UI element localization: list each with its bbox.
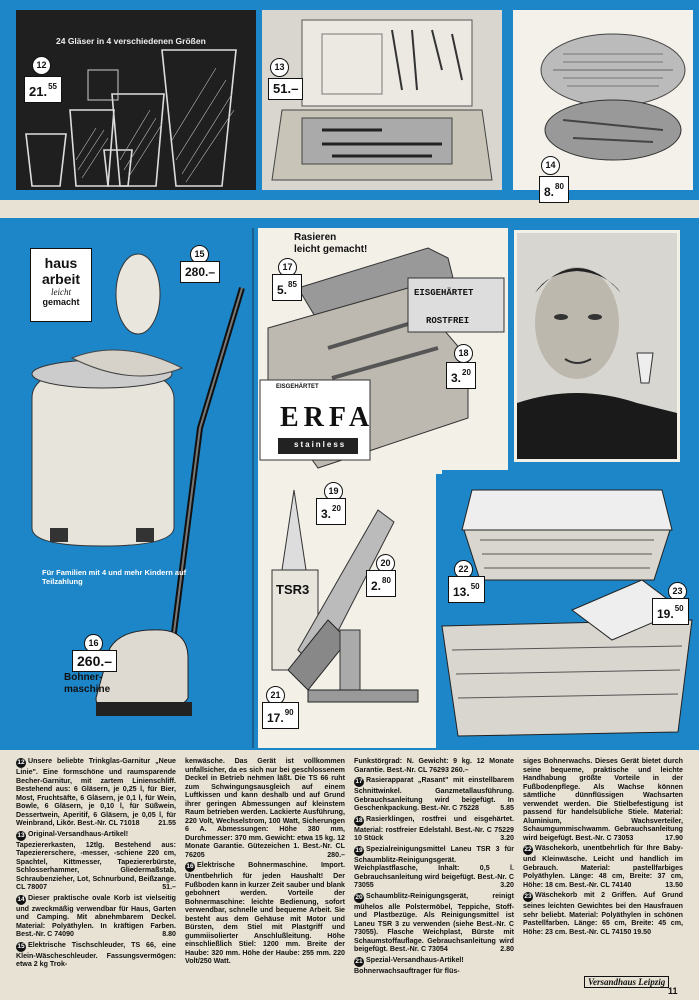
desc-17-text: Rasierapparat „Rasant" mit einstellbarem Schnittwinkel. Ganzmetallausführung. Gebrauchsanleitung wird beigefügt. In Geschenkpackung. Best.-Nr. C 75228 — [354, 776, 514, 812]
desc-17 — [354, 776, 514, 813]
polisher-label-2: maschine — [64, 684, 111, 695]
price-23 — [652, 598, 689, 625]
erfa-brand-top: EISGEHÄRTET — [276, 384, 319, 390]
desc-22-num: 22 — [524, 846, 532, 853]
item-number-13: 13 — [270, 58, 289, 77]
item-number-20: 20 — [376, 554, 395, 573]
desc-12-text: Unsere beliebte Trinkglas-Garnitur „Neue Linie". Eine formschöne und raumsparende Becher-Garnitur, mit zartem Linienschliff. Bestehend aus: 6 Gläsern, je 0,25 l, für Bier, Most, Fruchtsäfte, 6 Gläsern, je 0,1 l, für Wein, Bowle, 6 Gläsern, je 0,10 l, für Süßwein, Dessertwein, Aperitif, 6 Gläsern, je 0,05 l, für Weinbrand, Likör. Best.-Nr. CL 71018 — [16, 757, 176, 827]
price-17 — [272, 274, 302, 301]
text-column-1 — [16, 757, 176, 969]
erfa-brand-sub: stainless — [294, 440, 347, 449]
desc-20-text: Schaumblitz-Reinigungsgerät, reinigt mühelos alle Polstermöbel, Teppiche, Stoff- und Plastbezüge. Als Reinigungsmittel ist Laneu TSR 3 zu verwenden (siehe Best.-Nr. C 73055). Flasche Weichplast, Bürste mit Schaumstoffauflage. Gebrauchsanleitung wird beigefügt. Best.-Nr. C 73054 — [354, 891, 514, 953]
price-22-main: 13. — [453, 585, 470, 599]
desc-21-cont — [523, 757, 683, 842]
logo-word-3: leicht — [51, 287, 71, 297]
toolbox-illustration — [262, 10, 502, 190]
price-21 — [262, 702, 299, 729]
item-number-16: 16 — [84, 634, 103, 653]
desc-15-price: 280.– — [327, 850, 345, 859]
price-14 — [539, 176, 569, 203]
price-12 — [24, 76, 62, 103]
baskets-photo — [442, 470, 692, 748]
desc-14 — [16, 894, 176, 939]
price-17-cents: 85 — [288, 280, 297, 289]
price-15: 280.– — [180, 261, 220, 283]
desc-16-num: 16 — [186, 863, 194, 870]
razor-headline-2: leicht gemacht! — [294, 244, 368, 255]
desc-19-num: 19 — [355, 846, 363, 854]
desc-16-text: Elektrische Bohnermaschine. Import. Unentbehrlich für jeden Haushalt! Der Fußboden kann in kurzer Zeit sauber und blank gebohnert werden. Vorteile der Bohnermaschine: leichte Bedienung, sofort verwendbar, schnelle und bequeme Arbeit. Sie besteht aus dem Gehäuse mit Motor und Bürsten, dem Stiel mit Plastgriff und gummiisolierter Anschlußleitung. Höhe einschließlich Stiel: 1200 mm. Breite der Haube: 320 mm. Höhe der Haube: 255 mm. 220 Volt/250 Watt. — [185, 861, 345, 965]
price-14-main: 8. — [544, 185, 555, 199]
item-number-17: 17 — [278, 258, 297, 277]
glasses-photo — [16, 10, 256, 190]
cleaning-photo — [258, 470, 436, 748]
desc-17-num: 17 — [355, 778, 363, 785]
desc-15-text: Elektrische Tischschleuder, TS 66, eine Klein-Wäscheschleuder. Fassungsvermögen: etwa 2 kg Trok- — [16, 940, 176, 968]
razor-headline-1: Rasieren — [294, 232, 337, 243]
desc-21-num: 21 — [355, 957, 363, 965]
price-20-cents: 80 — [382, 576, 391, 585]
polisher-label-1: Bohner- — [64, 672, 103, 683]
price-21-main: 17. — [267, 711, 284, 725]
desc-21-price: 17.90 — [665, 833, 683, 842]
dryer-illustration — [12, 228, 252, 748]
desc-19-price: 3.20 — [500, 881, 514, 889]
desc-15-cont-text: kenwäsche. Das Gerät ist vollkommen unfallsicher, da es sich nur bei geschlossenem Deckel in Betrieb nehmen läßt. Die TS 66 ruht zum Schwingungsausgleich auf einem Luftkissen und kann deshalb und auf Grund ihrer geringen Abmessungen auf kleinstem Raum betrieben werden. Lackierte Ausführung, 220 Volt, Wechselstrom, 100 Watt, Sicherungen 6 A. Abmessungen: Höhe 380 mm, Durchmesser: 370 mm. Gewicht: etwa 15 kg. 12 Monate Garantie. Gütezeichen 1. Best.-Nr. CL 76205 — [185, 757, 345, 859]
desc-18-text: Rasierklingen, rostfrei und eisgehärtet. Material: rostfreier Edelstahl. Best.-Nr. C 75229 10 Stück — [354, 814, 514, 842]
glasses-caption: 24 Gläser in 4 verschiedenen Größen — [56, 36, 206, 46]
desc-13-price: 51.– — [162, 883, 176, 891]
bottle-label: TSR3 — [276, 582, 310, 597]
price-16: 260.– — [72, 650, 117, 672]
desc-16-cont — [354, 757, 514, 774]
text-column-4 — [523, 757, 683, 936]
desc-20 — [354, 892, 514, 954]
item-number-14: 14 — [541, 156, 560, 175]
man-illustration — [517, 233, 677, 459]
desc-18-price: 3.20 — [500, 834, 514, 842]
desc-14-num: 14 — [17, 895, 25, 903]
desc-12-price: 21.55 — [158, 819, 176, 827]
desc-22-text: Wäschekorb, unentbehrlich für Ihre Baby- und Kleinwäsche. Leicht und handlich im Gebrauch. Material: pastellfarbiges Polyäthylen. Länge: 48 cm, Breite: 37 cm, Höhe: 18 cm. Best.-Nr. CL 74140 — [523, 844, 683, 889]
price-18 — [446, 362, 476, 389]
desc-19 — [354, 845, 514, 890]
logo-word-4: gemacht — [42, 297, 80, 307]
item-number-18: 18 — [454, 344, 473, 363]
razor-photo — [258, 228, 508, 474]
price-18-main: 3. — [451, 371, 462, 385]
price-12-main: 21. — [29, 84, 48, 99]
price-12-cents: 55 — [48, 82, 57, 91]
desc-13-text: Original-Versandhaus-Artikel! Tapeziererkasten, 12tlg. Bestehend aus: Tapeziererschere, -messer, -schiene 220 cm, Spachtel, Kittmesser, Tapeziererbürste, Schlosserhammer, Gliedermaßstab, Schraubenzieher, Lot, Schnurbund, Beißzange. CL 78007 — [16, 829, 176, 891]
blade-text-1: EISGEHÄRTET — [414, 288, 474, 298]
desc-12 — [16, 757, 176, 828]
basket-photo — [513, 10, 693, 199]
desc-16 — [185, 861, 345, 966]
item-number-22: 22 — [454, 560, 473, 579]
text-column-3 — [354, 757, 514, 975]
desc-15 — [16, 941, 176, 969]
desc-15-cont — [185, 757, 345, 859]
price-22-cents: 50 — [470, 582, 480, 591]
page-number: 11 — [668, 986, 678, 996]
desc-18-num: 18 — [355, 816, 363, 824]
desc-16-cont-text: Funkstörgrad: N. Gewicht: 9 kg. 12 Monate Garantie. Best.-Nr. CL 76293 260.– — [354, 757, 514, 774]
desc-13 — [16, 830, 176, 892]
desc-20-num: 20 — [355, 893, 363, 901]
desc-23 — [523, 891, 683, 936]
erfa-brand: ERFA — [280, 402, 375, 433]
price-19-main: 3. — [321, 507, 332, 521]
price-19 — [316, 498, 346, 525]
price-14-cents: 80 — [555, 182, 564, 191]
desc-15-num: 15 — [17, 942, 25, 950]
desc-20-price: 2.80 — [500, 945, 514, 953]
desc-18 — [354, 815, 514, 843]
blade-text-2: ROSTFREI — [426, 316, 470, 326]
item-number-21: 21 — [266, 686, 285, 705]
desc-13-num: 13 — [17, 831, 25, 839]
price-21-cents: 90 — [284, 708, 294, 717]
desc-14-text: Dieser praktische ovale Korb ist vielseitig und zweckmäßig verwendbar für Haus, Garten und Camping. Mit abnehmbarem Deckel. Material: Polyäthylen. In kräftigen Farben. Best.-Nr. C 74090 — [16, 893, 176, 938]
price-13: 51.– — [268, 78, 303, 100]
installment-note: Für Familien mit 4 und mehr Kindern auf Teilzahlung — [42, 568, 187, 586]
price-18-cents: 20 — [462, 368, 471, 377]
logo-word-1: haus — [44, 255, 78, 271]
price-20 — [366, 570, 396, 597]
toolbox-photo — [262, 10, 502, 190]
oval-basket-illustration — [513, 10, 693, 190]
price-17-main: 5. — [277, 283, 288, 297]
price-20-main: 2. — [371, 579, 382, 593]
desc-17-price: 5.85 — [500, 804, 514, 812]
price-23-cents: 50 — [674, 604, 684, 613]
shaving-man-photo — [514, 230, 680, 462]
item-number-19: 19 — [324, 482, 343, 501]
desc-21 — [354, 956, 514, 976]
item-number-15: 15 — [190, 245, 209, 264]
desc-21-text: Spezial-Versandhaus-Artikel! Bohnerwachsauftrager für flüs- — [354, 955, 464, 975]
text-column-2 — [185, 757, 345, 966]
price-23-main: 19. — [657, 607, 674, 621]
dryer-photo — [12, 228, 254, 748]
price-22 — [448, 576, 485, 603]
desc-23-price: 19.50 — [633, 927, 652, 936]
item-number-23: 23 — [668, 582, 687, 601]
price-19-cents: 20 — [332, 504, 341, 513]
desc-12-num: 12 — [17, 759, 25, 766]
desc-21-cont-text: siges Bohnerwachs. Dieses Gerät bietet durch seine bequeme, praktische und leichte Handhabung größte Vorteile in der Fußbodenpflege. Als Wachse können sämtliche dünnflüssigen Wachsarten verwendet werden. Die Stielbefestigung ist passend für handelsübliche Stiele. Material: Aluminium, Wachsverteiler, Schaumgummischwamm. Gebrauchsanleitung wird beigefügt. Best.-Nr. C 73053 — [523, 757, 683, 842]
desc-23-text: Wäschekorb mit 2 Griffen. Auf Grund seines leichten Gewichtes bei den Hausfrauen sehr beliebt. Material: Polyäthylen in schönen Pastellfarben. Länge: 65 cm, Breite: 45 cm, Höhe: 23 cm. Best.-Nr. CL 74150 — [523, 891, 683, 936]
desc-23-num: 23 — [524, 893, 532, 900]
footer-brand: Versandhaus Leipzig — [584, 976, 669, 988]
desc-22 — [523, 844, 683, 889]
desc-19-text: Spezialreinigungsmittel Laneu TSR 3 für Schaumblitz-Reinigungsgerät. Weichplastflasche, Inhalt: 0,5 l. Gebrauchsanleitung wird beigefügt. Best.-Nr. C 73055 — [354, 844, 514, 889]
desc-14-price: 8.80 — [162, 930, 176, 938]
logo-word-2: arbeit — [41, 271, 81, 287]
desc-22-price: 13.50 — [665, 880, 683, 889]
item-number-12: 12 — [32, 56, 51, 75]
